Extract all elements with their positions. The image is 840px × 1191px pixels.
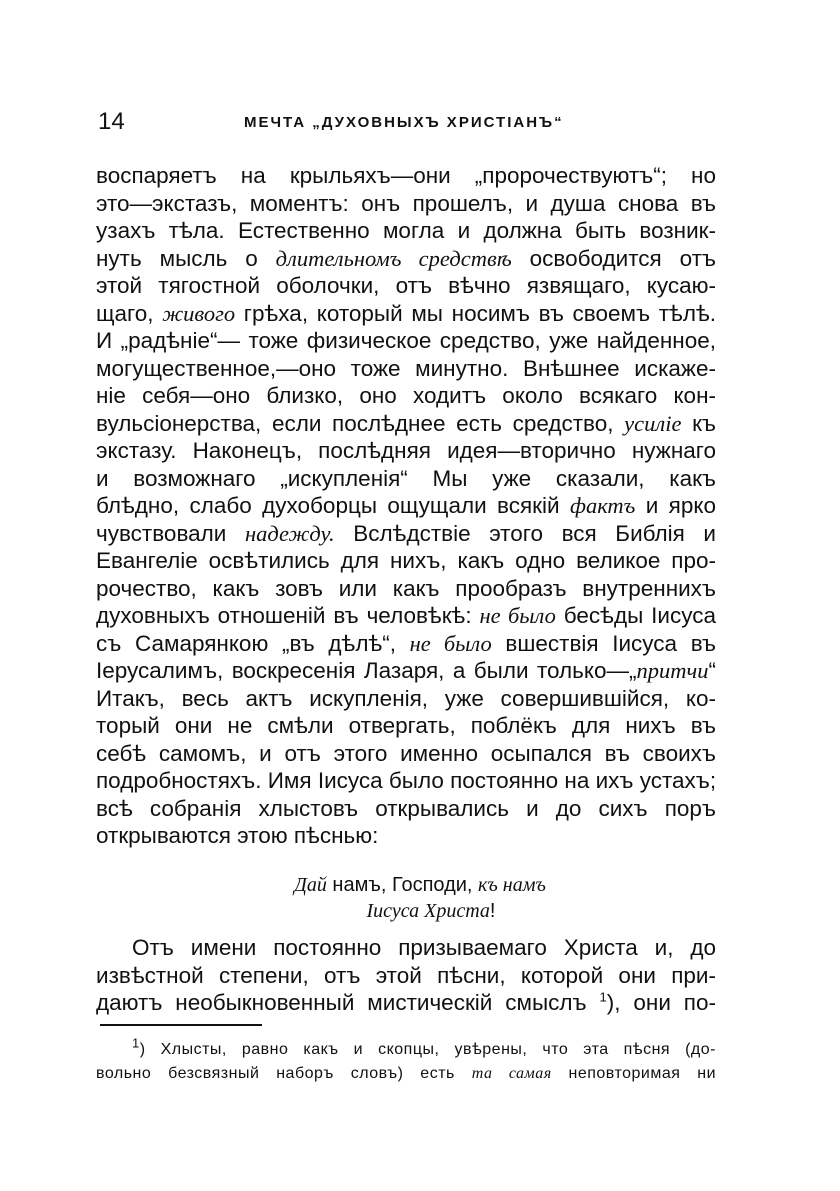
italic-segment: къ намъ [478,874,546,896]
text-line [96,657,716,685]
text-segment: чувствовали [96,520,245,546]
italic-segment: не было [479,603,556,628]
footnote-divider [100,1024,262,1026]
text-line [96,602,716,630]
italic-segment: фактъ [569,493,636,518]
text-line: и возможнаго „искупленія“ Мы уже сказали, какъ [96,465,716,491]
text-segment: блѣдно, слабо духоборцы ощущали всякій [96,493,570,518]
text-line: экстазу. Наконецъ, послѣдняя идея—вторично нужнаго [96,438,716,463]
text-segment: духовныхъ отношеній въ человѣкѣ: [96,603,480,628]
text-segment: намъ, Господи, [326,874,479,896]
text-line: этой тягостной оболочки, отъ вѣчно язвящаго, кусаю- [96,273,716,298]
italic-segment: та самая [471,1065,552,1082]
text-segment: Вслѣдствіе этого вся Библія и [334,520,716,546]
text-line [96,300,716,328]
text-line: рочество, какъ зовъ или какъ прообразъ внутреннихъ [96,575,716,601]
footnote-line [96,1062,716,1086]
italic-segment: притчи [636,658,709,683]
footnote-line [96,1035,716,1062]
text-line: Итакъ, весь актъ искупленія, уже совершившійся, ко- [96,685,716,711]
text-line [96,989,716,1017]
text-line: И „радѣніе“— тоже физическое средство, уже найденное, [96,328,716,353]
verse-line [0,898,840,924]
italic-segment: Іисуса Христа [366,900,490,922]
text-line: подробностяхъ. Имя Іисуса было постоянно на ихъ устахъ; [96,768,717,793]
text-segment: нуть мысль о [96,245,276,271]
text-line: всѣ собранія хлыстовъ открывались и до сихъ поръ [96,795,716,821]
text-segment: и ярко [635,493,716,518]
paragraph-1 [96,162,716,850]
text-segment: грѣха, который мы носимъ въ своемъ тѣлѣ. [235,300,716,326]
text-segment: щаго, [96,300,163,326]
text-segment: ) Хлысты, равно какъ и скопцы, увѣрены, что эта пѣсня (до- [139,1041,716,1058]
footnote [96,1035,716,1086]
text-segment: даютъ необыкновенный мистическій смыслъ [96,990,600,1015]
text-line [96,410,716,438]
text-segment: вульсіонерства, если послѣднее есть средство, [96,410,625,436]
text-line [96,630,716,658]
italic-segment: усиліе [624,410,682,436]
text-segment: къ [681,410,716,436]
text-segment: вольно безсвязный наборъ словъ) есть [96,1065,472,1082]
text-line: себѣ самомъ, и отъ этого именно осыпался въ своихъ [96,740,716,766]
text-line: торый они не смѣли отвергать, поблёкъ для нихъ въ [96,713,716,738]
verse-line [0,872,840,898]
text-line: это—экстазъ, моментъ: онъ прошелъ, и душа снова въ [96,190,716,216]
text-line [96,245,716,273]
footnote-marker: 1 [132,1035,140,1051]
text-segment: вшествія Іисуса въ [491,630,716,656]
text-line: открываются этою пѣснью: [96,823,379,848]
running-title: МЕЧТА „ДУХОВНЫХЪ ХРИСТІАНЪ“ [244,114,564,131]
text-segment: съ Самарянкою „въ дѣлѣ“, [96,630,410,656]
text-line [96,492,716,520]
italic-segment: длительномъ средствѣ [275,245,512,271]
footnote-reference[interactable]: 1 [599,989,607,1005]
text-line: воспаряетъ на крыльяхъ—они „пророчествуютъ“; но [96,163,716,188]
italic-segment: не было [409,630,492,656]
text-line [96,520,716,548]
text-line: извѣстной степени, отъ этой пѣсни, которой они при- [96,962,716,988]
text-segment: неповторимая ни [551,1065,716,1082]
text-line: могущественное,—оно тоже минутно. Внѣшнее искаже- [96,355,716,381]
text-segment: “ [708,658,716,683]
text-line: ніе себя—оно близко, оно ходитъ около всякаго кон- [96,383,716,408]
verse-quote [0,872,840,924]
page-number: 14 [98,108,125,135]
text-segment: ! [489,900,496,922]
paragraph-2 [96,934,716,1017]
italic-segment: надежду. [244,520,335,546]
italic-segment: живого [162,300,236,326]
text-line: Отъ имени постоянно призываемаго Христа и, до [132,935,716,960]
text-segment: бесѣды Іисуса [555,603,716,628]
text-segment: освободится отъ [511,245,716,271]
text-line: узахъ тѣла. Естественно могла и должна быть возник- [96,218,716,243]
text-segment: ), они по- [606,990,716,1015]
italic-segment: Дай [294,874,327,896]
text-segment: Іерусалимъ, воскресенія Лазаря, а были только—„ [96,658,637,683]
text-line: Евангеліе освѣтились для нихъ, какъ одно великое про- [96,548,716,573]
